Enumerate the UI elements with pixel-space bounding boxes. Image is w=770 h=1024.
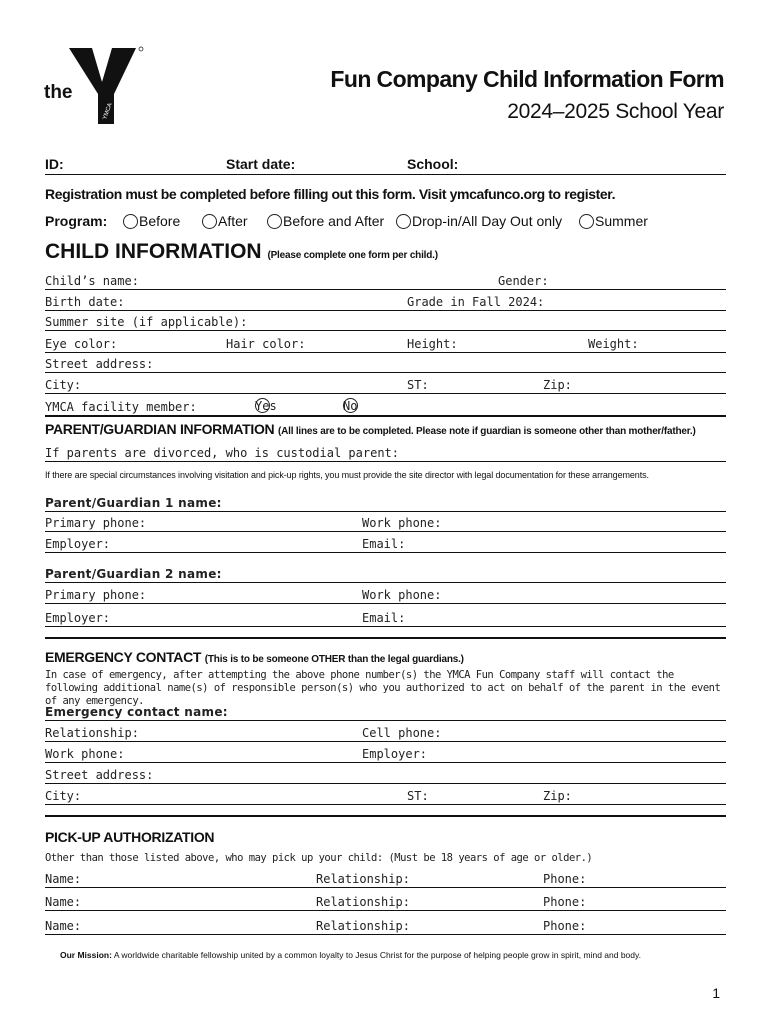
radio-icon[interactable]: [579, 214, 594, 229]
ymca-member-line: YMCA facility member: Yes No: [45, 399, 726, 417]
child-info-heading: CHILD INFORMATION (Please complete one form per child.): [45, 240, 438, 263]
guardian1-employer-line[interactable]: Employer: Email:: [45, 536, 726, 553]
ymca-logo: [44, 42, 154, 128]
program-dropin-option[interactable]: Drop-in/All Day Out only: [396, 213, 562, 229]
program-before-after-option[interactable]: Before and After: [267, 213, 384, 229]
program-after-option[interactable]: After: [202, 213, 248, 229]
parent-info-note: (All lines are to be completed. Please note if guardian is someone other than mother/father.): [277, 426, 696, 437]
radio-icon[interactable]: [396, 214, 411, 229]
special-circumstances-note: If there are special circumstances involving visitation and pick-up rights, you must provide the site director with legal documentation for these arrangements.: [45, 470, 649, 480]
radio-icon[interactable]: [267, 214, 282, 229]
summer-site-line[interactable]: Summer site (if applicable):: [45, 314, 726, 331]
street-address-line[interactable]: Street address:: [45, 356, 726, 373]
mission-statement: Our Mission: A worldwide charitable fellowship united by a common loyalty to Jesus Christ for the purpose of helping people grow in spirit, mind and body.: [60, 950, 641, 960]
guardian2-name-line[interactable]: Parent/Guardian 2 name:: [45, 566, 726, 583]
program-label: Program:: [45, 213, 108, 229]
registration-note: Registration must be completed before filling out this form. Visit ymcafunco.org to register.: [45, 186, 616, 202]
emergency-city-line[interactable]: City: ST: Zip:: [45, 788, 726, 805]
pickup-text: Other than those listed above, who may pick up your child: (Must be 18 years of age or older.): [45, 852, 593, 864]
start-date-label: Start date:: [226, 156, 296, 172]
custodial-parent-line[interactable]: If parents are divorced, who is custodial parent:: [45, 445, 726, 462]
emergency-work-line[interactable]: Work phone: Employer:: [45, 746, 726, 763]
guardian1-name-line[interactable]: Parent/Guardian 1 name:: [45, 495, 726, 512]
program-before-option[interactable]: Before: [123, 213, 180, 229]
child-info-note: (Please complete one form per child.): [267, 250, 438, 261]
pickup-row[interactable]: Name: Relationship: Phone:: [45, 918, 726, 935]
guardian2-employer-line[interactable]: Employer: Email:: [45, 610, 726, 627]
pickup-row[interactable]: Name: Relationship: Phone:: [45, 871, 726, 888]
guardian2-phone-line[interactable]: Primary phone: Work phone:: [45, 587, 726, 604]
emergency-note: (This is to be someone OTHER than the legal guardians.): [204, 654, 464, 665]
birth-date-line[interactable]: Birth date: Grade in Fall 2024:: [45, 294, 726, 311]
section-divider: [45, 815, 726, 817]
guardian1-phone-line[interactable]: Primary phone: Work phone:: [45, 515, 726, 532]
program-row: [45, 213, 745, 233]
svg-text:YMCA: YMCA: [102, 102, 114, 121]
radio-icon[interactable]: [123, 214, 138, 229]
page-number: 1: [712, 985, 720, 1001]
eye-hair-line[interactable]: Eye color: Hair color: Height: Weight:: [45, 336, 726, 353]
id-row[interactable]: [45, 156, 726, 175]
emergency-text: In case of emergency, after attempting the above phone number(s) the YMCA Fun Company staff will contact the following additional name(s) of responsible person(s) who you authorized to act on behalf of the parent in the event of any emergency.: [45, 669, 721, 707]
radio-icon[interactable]: [202, 214, 217, 229]
pickup-heading: PICK-UP AUTHORIZATION: [45, 829, 215, 845]
program-summer-option[interactable]: Summer: [579, 213, 648, 229]
city-line[interactable]: City: ST: Zip:: [45, 377, 726, 394]
school-label: School:: [407, 156, 459, 172]
svg-text:the: the: [44, 82, 73, 103]
parent-info-heading: PARENT/GUARDIAN INFORMATION (All lines are to be completed. Please note if guardian is someone other than mother/father.): [45, 421, 696, 437]
emergency-relationship-line[interactable]: Relationship: Cell phone:: [45, 725, 726, 742]
emergency-name-line[interactable]: Emergency contact name:: [45, 704, 726, 721]
form-title: Fun Company Child Information Form: [330, 66, 724, 92]
emergency-heading: EMERGENCY CONTACT (This is to be someone OTHER than the legal guardians.): [45, 649, 464, 665]
id-label: ID:: [45, 156, 64, 172]
childs-name-line[interactable]: Child’s name: Gender:: [45, 273, 726, 290]
pickup-row[interactable]: Name: Relationship: Phone:: [45, 894, 726, 911]
emergency-address-line[interactable]: Street address:: [45, 767, 726, 784]
form-subtitle: 2024–2025 School Year: [507, 100, 724, 123]
section-divider: [45, 637, 726, 639]
